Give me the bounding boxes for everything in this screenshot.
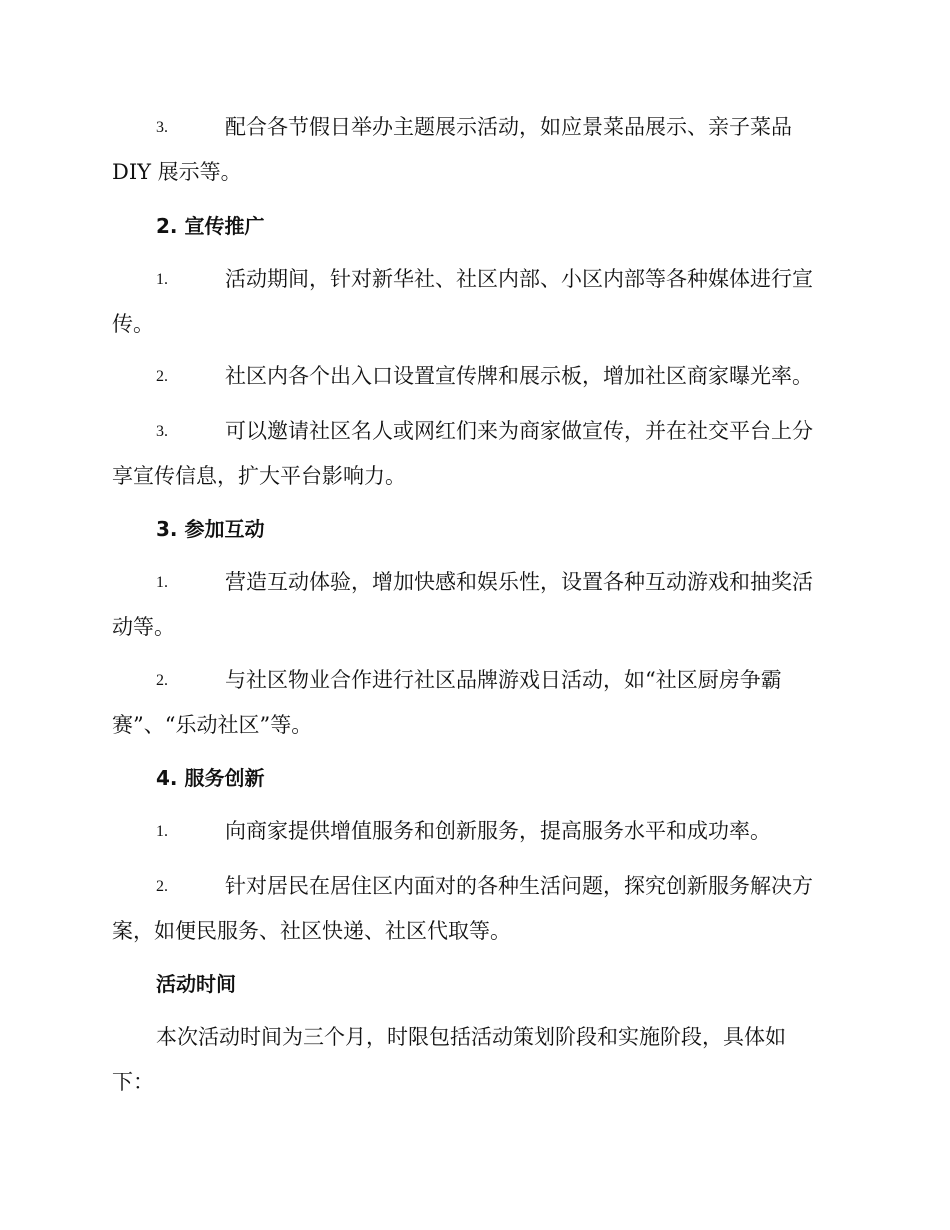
list-item: [112, 560, 834, 650]
list-number: 3.: [156, 423, 168, 440]
section-heading-service-innovation: 4. 服务创新: [156, 766, 265, 790]
paragraph-line2: 下：: [112, 1070, 154, 1094]
list-number: 1.: [156, 823, 168, 840]
list-item-text-line1: 配合各节假日举办主题展示活动，如应景菜品展示、亲子菜品: [225, 115, 792, 139]
list-item-text-line2: DIY 展示等。: [112, 160, 242, 184]
list-item-text-line1: 与社区物业合作进行社区品牌游戏日活动，如“社区厨房争霸: [225, 668, 782, 692]
list-item: [112, 409, 834, 499]
list-number: 2.: [156, 368, 168, 385]
list-item: [112, 809, 834, 854]
list-item: [112, 257, 834, 347]
list-item-text-line2: 动等。: [112, 615, 175, 639]
list-item-text-line2: 赛”、“乐动社区”等。: [112, 713, 313, 737]
list-item-text-line1: 可以邀请社区名人或网红们来为商家做宣传，并在社交平台上分: [225, 419, 813, 443]
list-number: 3.: [156, 119, 168, 136]
list-item: [112, 658, 834, 748]
list-number: 2.: [156, 878, 168, 895]
list-item-text-line1: 活动期间，针对新华社、社区内部、小区内部等各种媒体进行宣: [225, 267, 813, 291]
list-item-text-line1: 营造互动体验，增加快感和娱乐性，设置各种互动游戏和抽奖活: [225, 570, 813, 594]
list-item-text-line2: 传。: [112, 312, 154, 336]
list-item-text-line1: 向商家提供增值服务和创新服务，提高服务水平和成功率。: [225, 819, 771, 843]
section-heading-interaction: 3. 参加互动: [156, 517, 265, 541]
paragraph: [112, 1015, 834, 1105]
list-item: [112, 105, 834, 195]
list-item-text-line1: 针对居民在居住区内面对的各种生活问题，探究创新服务解决方: [225, 874, 813, 898]
list-item-text-line2: 案，如便民服务、社区快递、社区代取等。: [112, 919, 511, 943]
paragraph-line1: 本次活动时间为三个月，时限包括活动策划阶段和实施阶段，具体如: [156, 1025, 786, 1049]
list-item: [112, 864, 834, 954]
list-item-text-line2: 享宣传信息，扩大平台影响力。: [112, 464, 406, 488]
list-item: [112, 354, 834, 399]
list-number: 2.: [156, 672, 168, 689]
list-item-text-line1: 社区内各个出入口设置宣传牌和展示板，增加社区商家曝光率。: [225, 364, 813, 388]
section-heading-promotion: 2. 宣传推广: [156, 214, 265, 238]
section-heading-activity-time: 活动时间: [156, 972, 236, 996]
list-number: 1.: [156, 574, 168, 591]
list-number: 1.: [156, 271, 168, 288]
